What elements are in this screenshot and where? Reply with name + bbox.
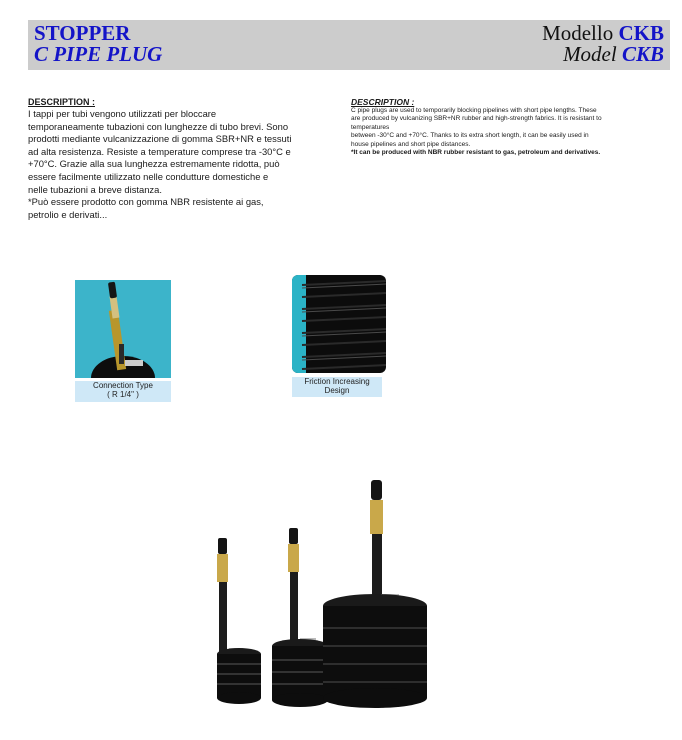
friction-caption: Friction Increasing Design — [292, 377, 382, 397]
connection-caption: Connection Type ( R 1/4" ) — [75, 381, 171, 402]
title-italian: STOPPER — [34, 21, 131, 45]
description-english-note: *It can be produced with NBR rubber resistant to gas, petroleum and derivatives. — [351, 149, 601, 157]
friction-photo — [292, 275, 386, 373]
description-italian-title: DESCRIPTION : — [28, 97, 96, 107]
model-label — [542, 23, 664, 65]
description-italian-text: I tappi per tubi vengono utilizzati per bloccare temporaneamente tubazioni con lunghezze di tubo brevi. Sono prodotti mediante vulcanizzazione di gomma SBR+NR e tessuti ad alta resistenza. Resiste a temperature comprese tra -30°C e +70°C. Grazie alla sua lunghezza estremamente ridotta, può essere facilmente utilizzato nelle condutture domestiche e nelle tubazioni a breve distanza. *Può essere prodotto con gomma NBR resistente ai gas, petrolio e derivati... — [28, 108, 292, 220]
description-english-text: C pipe plugs are used to temporarily blocking pipelines with short pipe lengths. These are produced by vulcanizing SBR+NR rubber and high-strength fabrics. It is resistant to temperatures between -30°C and +70°C. Thanks to its extra short length, it can be easily used in house pipelines and short pipe distances. — [351, 107, 602, 148]
model-italian: Modello CKB — [542, 21, 664, 45]
description-italian — [28, 97, 328, 221]
description-english — [351, 97, 671, 157]
model-english: Model CKB — [563, 42, 664, 66]
connection-photo — [75, 280, 171, 378]
product-photo — [205, 478, 435, 710]
description-english-title: DESCRIPTION : — [351, 97, 415, 107]
title-english: C PIPE PLUG — [34, 42, 163, 66]
product-title — [34, 23, 162, 65]
header-bar — [28, 20, 670, 70]
